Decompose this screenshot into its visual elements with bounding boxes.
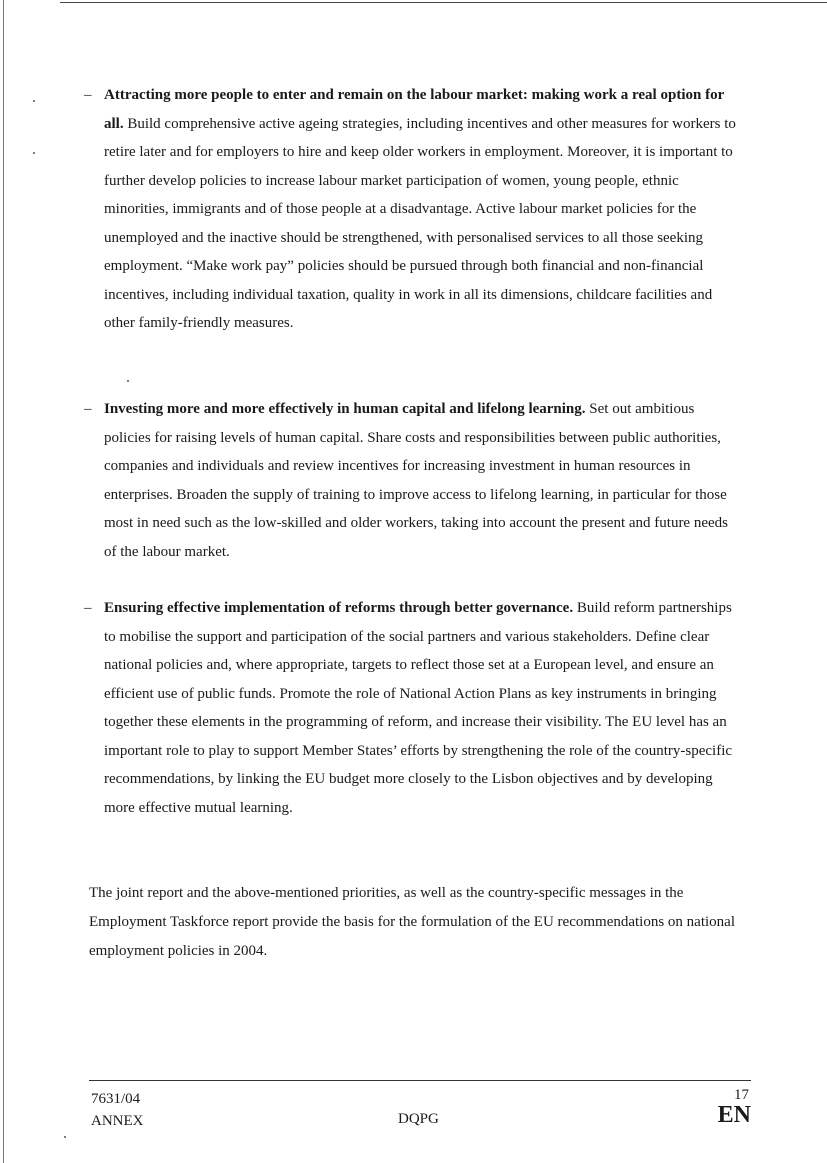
top-scan-rule [60,2,827,3]
bullet-item [84,395,744,566]
bullet-dash: – [84,87,92,103]
scan-speck [64,1136,66,1138]
bullet-heading: Ensuring effective implementation of reforms through better governance. [104,600,574,616]
closing-paragraph: The joint report and the above-mentioned priorities, as well as the country-specific messages in the Employment Taskforce report provide the basis for the formulation of the EU recommendations on national employment policies in 2004. [89,885,735,959]
bullet-heading: Attracting more people to enter and remain on the labour market: making work a real option for all. [104,87,724,132]
bullet-item [84,594,744,822]
bullet-heading: Investing more and more effectively in human capital and lifelong learning. [104,401,586,417]
footer-doc-number: 7631/04 [91,1091,141,1107]
bullet-body: Build comprehensive active ageing strategies, including incentives and other measures for workers to retire later and for employers to hire and keep older workers in employment. Moreover, it is important to further develop policies to increase labour market participation of women, young people, ethnic minorities, immigrants and of those people at a disadvantage. Active labour market policies for the unemployed and the inactive should be strengthened, with personalised services to all those seeking employment. “Make work pay” policies should be pursued through both financial and non-financial incentives, including individual taxation, quality in work in all its dimensions, childcare facilities and other family-friendly measures. [104,115,736,331]
scan-speck [33,100,35,102]
footer-document-ref [91,1088,144,1132]
left-scan-edge [3,0,4,1163]
footer-rule [89,1080,751,1081]
bullet-body: Set out ambitious policies for raising levels of human capital. Share costs and responsibilities between public authorities, companies and individuals and review incentives for increasing investment in human resources in enterprises. Broaden the supply of training to improve access to lifelong learning, in particular for those most in need such as the low-skilled and older workers, taking into account the present and future needs of the labour market. [104,401,728,560]
footer-department: DQPG [398,1111,439,1127]
bullet-text [104,594,744,822]
footer-annex: ANNEX [91,1113,144,1129]
footer-language-code: EN [717,1102,751,1128]
bullet-text [104,81,744,338]
footer-page-number: 17 [734,1087,749,1103]
bullet-dash: – [84,600,92,616]
bullet-item [84,81,744,338]
scan-speck [33,152,35,154]
bullet-dash: – [84,401,92,417]
bullet-body: Build reform partnerships to mobilise the support and participation of the social partners and various stakeholders. Define clear national policies and, where appropriate, targets to reflect those set at a European level, and ensure an efficient use of public funds. Promote the role of National Action Plans as key instruments in bringing together these elements in the programming of reform, and increase their visibility. The EU level has an important role to play to support Member States’ efforts by strengthening the role of the country-specific recommendations, by linking the EU budget more closely to the Lisbon objectives and by developing more effective mutual learning. [104,600,733,816]
scan-speck [127,380,129,382]
bullet-text [104,395,744,566]
